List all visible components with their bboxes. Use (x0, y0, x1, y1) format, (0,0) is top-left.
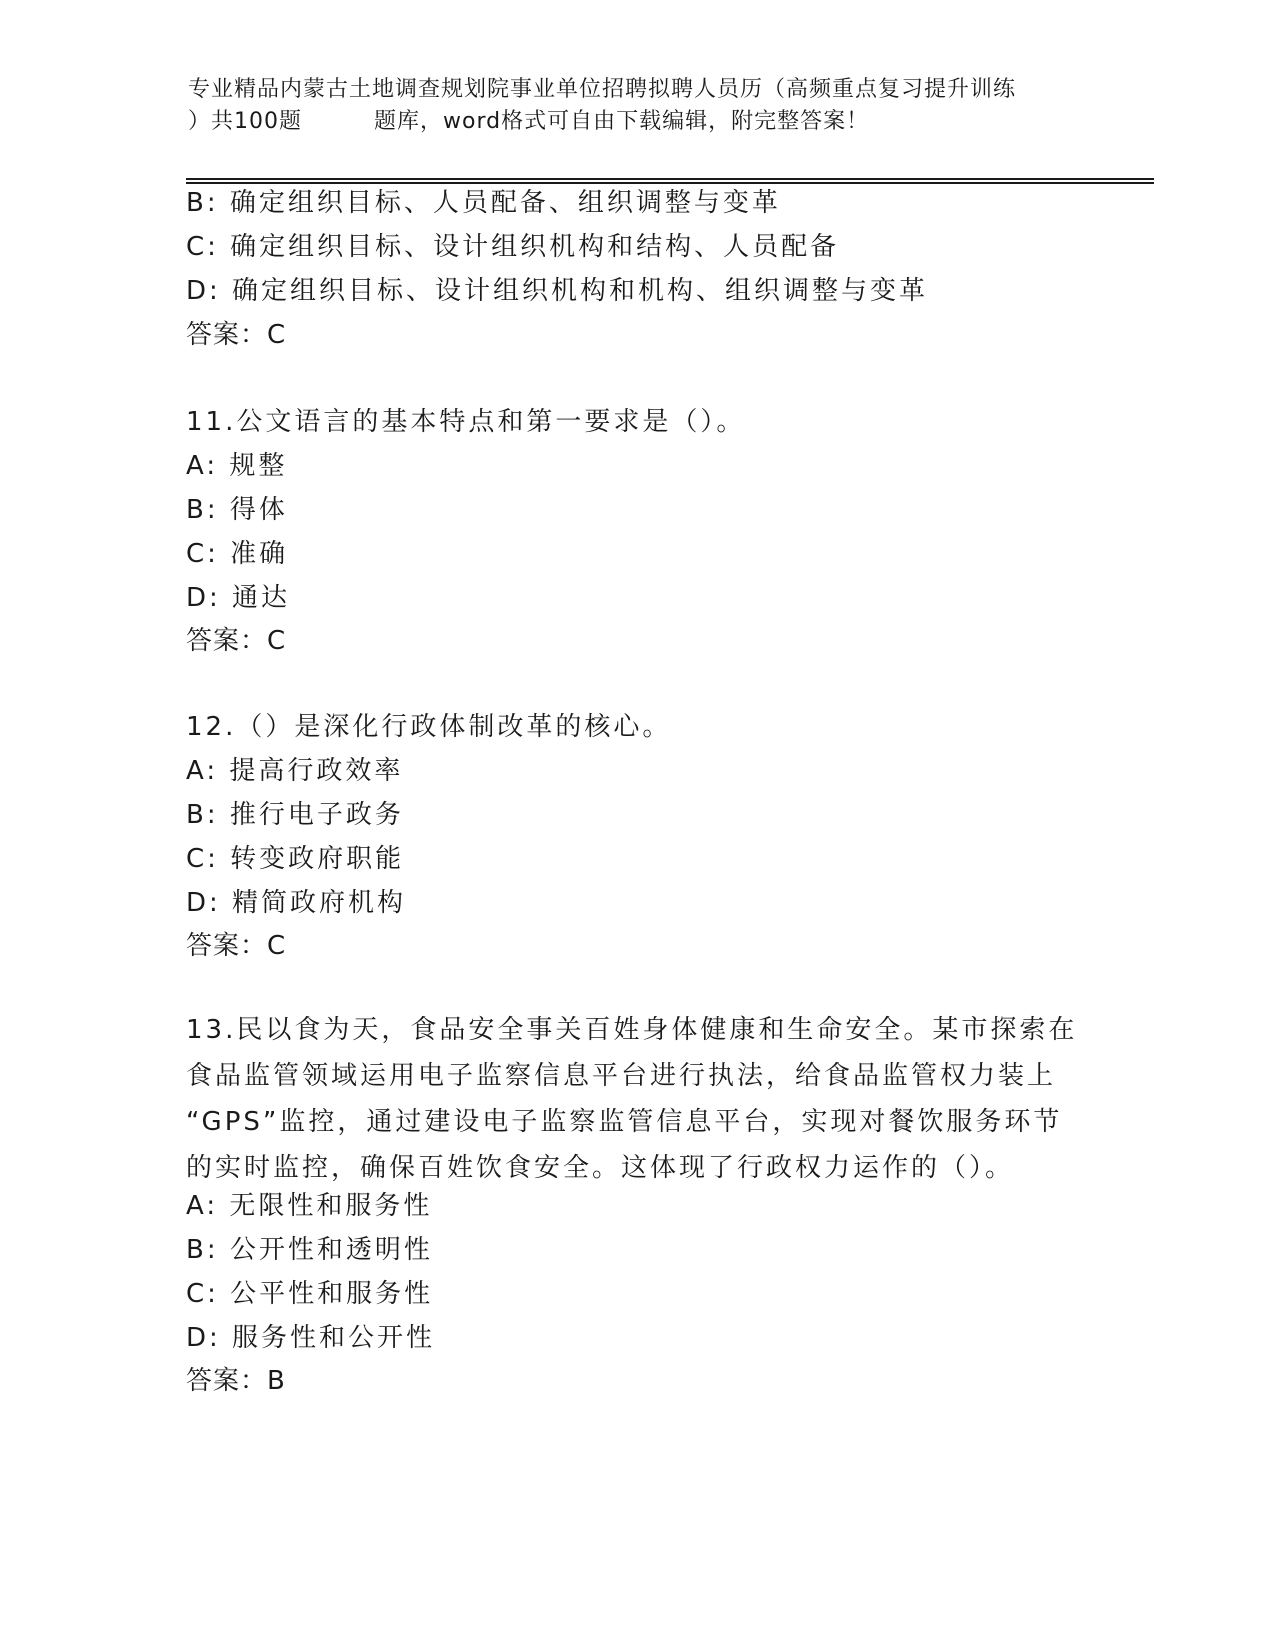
q13-question-line: 食品监管领域运用电子监察信息平台进行执法，给食品监管权力装上 (186, 1061, 1057, 1091)
q12-answer: 答案：C (186, 931, 287, 961)
q13-option-c: C: 公平性和服务性 (186, 1279, 434, 1309)
q11-option-d: D: 通达 (186, 583, 291, 613)
q13-question (186, 1007, 1086, 1191)
header-line-2-a: ）共100题 (188, 109, 302, 134)
header-rule-bottom (186, 182, 1154, 184)
q10-answer: 答案：C (186, 320, 287, 350)
q12-question: 12.（）是深化行政体制改革的核心。 (186, 712, 672, 742)
document-header (188, 74, 1088, 138)
q13-question-line: 13.民以食为天，食品安全事关百姓身体健康和生命安全。某市探索在 (186, 1015, 1078, 1045)
q10-option-d: D: 确定组织目标、设计组织机构和机构、组织调整与变革 (186, 276, 929, 306)
q12-option-a: A: 提高行政效率 (186, 756, 404, 786)
q12-option-c: C: 转变政府职能 (186, 844, 405, 874)
q12-option-d: D: 精简政府机构 (186, 888, 407, 918)
q13-question-line: 的实时监控，确保百姓饮食安全。这体现了行政权力运作的（）。 (186, 1153, 1015, 1183)
q11-option-a: A: 规整 (186, 451, 288, 481)
q11-option-b: B: 得体 (186, 495, 288, 525)
q10-option-b: B: 确定组织目标、人员配备、组织调整与变革 (186, 188, 781, 218)
q13-answer: 答案：B (186, 1366, 286, 1396)
header-line-1: 专业精品内蒙古土地调查规划院事业单位招聘拟聘人员历（高频重点复习提升训练 (188, 77, 1017, 102)
q11-question: 11.公文语言的基本特点和第一要求是（）。 (186, 407, 746, 437)
q10-option-c: C: 确定组织目标、设计组织机构和结构、人员配备 (186, 232, 840, 262)
q13-option-b: B: 公开性和透明性 (186, 1235, 433, 1265)
q13-option-d: D: 服务性和公开性 (186, 1323, 436, 1353)
header-line-2-b: 题库，word格式可自由下载编辑，附完整答案！ (374, 109, 870, 134)
q11-option-c: C: 准确 (186, 539, 289, 569)
header-line-2 (188, 106, 1088, 138)
q13-question-line: “GPS”监控，通过建设电子监察监管信息平台，实现对餐饮服务环节 (186, 1107, 1063, 1137)
q13-option-a: A: 无限性和服务性 (186, 1191, 433, 1221)
header-rule-top (186, 178, 1154, 180)
q11-answer: 答案：C (186, 626, 287, 656)
q12-option-b: B: 推行电子政务 (186, 800, 404, 830)
